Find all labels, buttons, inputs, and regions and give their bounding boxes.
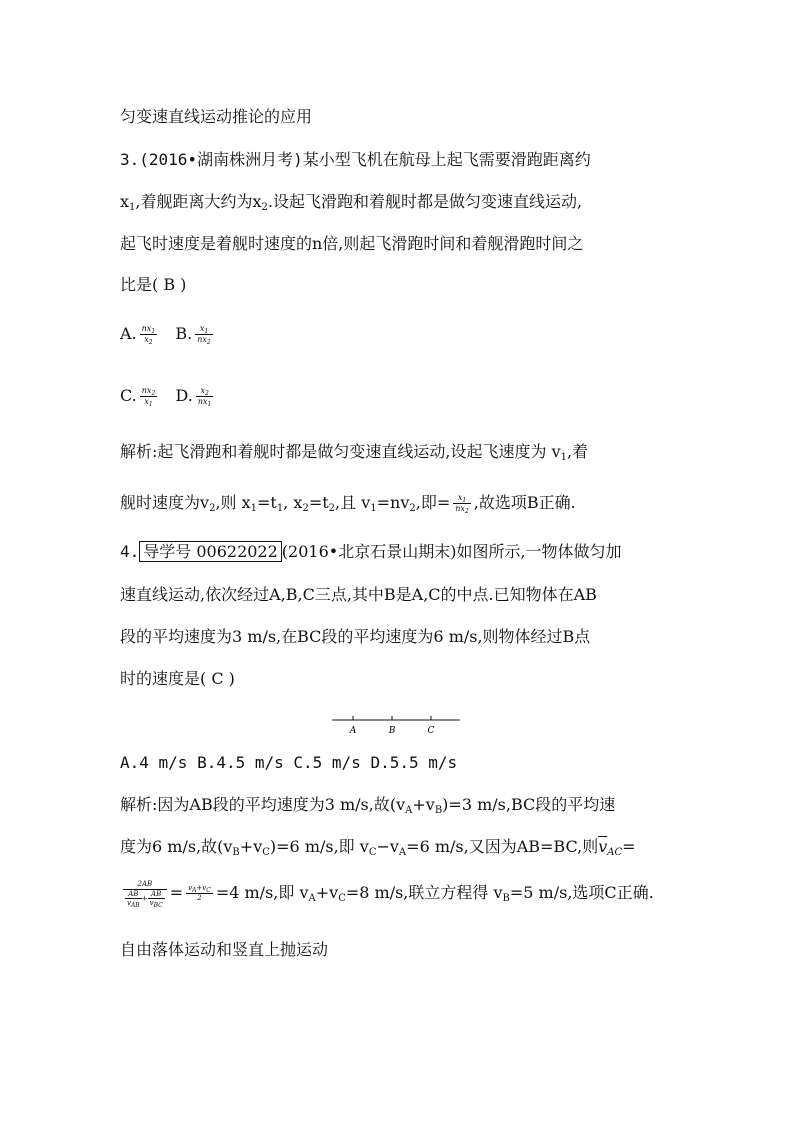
q4-guide-box: 导学号 00622022: [139, 541, 282, 562]
q3-source: (2016•湖南株洲月考): [139, 150, 303, 169]
q4-analysis-fraction-avg: 2AB $\frac{AB}{\overline{v}_{AB}}$ + $\frac{AB}{\overline{v}_{BC}}$: [123, 880, 167, 907]
q4-analysis-text2b: =6 m/s,即 v: [276, 837, 369, 856]
q4-analysis-text3c: =5 m/s,选项C正确.: [509, 883, 654, 902]
q3-option-d-fraction: $\frac{x_2}{nx_1}$: [197, 386, 212, 408]
q3-option-c-fraction: $\frac{nx_2}{x_1}$: [141, 386, 156, 408]
q3-stem-text1: 某小型飞机在航母上起飞需要滑跑距离约: [302, 150, 591, 169]
q3-analysis-text1-end: ,着: [566, 442, 589, 461]
q3-analysis-line2: 舰时速度为$v_2$,则 $x_1=t_1$, $x_2=t_2$,且 $v_1=nv_2$,即= $\frac{x_1}{nx_2}$ ,故选项B正确.: [120, 493, 576, 515]
q4-stem-line1: [120, 542, 622, 562]
q3-options-ab: [120, 324, 216, 345]
q4-source: (2016•北京石景山期末): [281, 542, 457, 561]
q3-stem-text2b: .设起飞滑跑和着舰时都是做匀变速直线运动,: [267, 192, 583, 211]
q3-analysis-text2b: ,则: [215, 493, 237, 512]
q4-options: A.4 m/s B.4.5 m/s C.5 m/s D.5.5 m/s: [120, 753, 458, 772]
q4-analysis-text1a: 解析:因为AB段的平均速度为3 m/s,故(v: [120, 795, 406, 814]
q3-option-a-fraction: $\frac{nx_1}{x_2}$: [141, 324, 156, 346]
q4-analysis-text2c: =6 m/s,又因为AB=BC,则: [406, 837, 599, 856]
q3-analysis-text1: 解析:起飞滑跑和着舰时都是做匀变速直线运动,设起飞速度为: [120, 442, 547, 461]
q4-analysis-line3: 2AB $\frac{AB}{\overline{v}_{AB}}$ + $\frac{AB}{\overline{v}_{BC}}$ = $\frac{v_A+v_C}{2}$ =4 m/s,即 $v_A+v_C=8$ m/s,联立方程得 $v_B=5$ m/s,选项C正确.: [120, 880, 654, 907]
q3-option-d-label: D.: [175, 386, 193, 405]
figure-label-a: A: [349, 726, 357, 736]
q3-analysis-text2e: ,故选项B正确.: [473, 493, 576, 512]
q4-fraction-ab-over-vab: $\frac{AB}{\overline{v}_{AB}}$: [127, 890, 140, 909]
q4-analysis-text3b: =8 m/s,联立方程得 v: [345, 883, 503, 902]
section-title-2: 自由落体运动和竖直上抛运动: [120, 940, 329, 959]
q4-stem-line4: 时的速度是( C ): [120, 669, 235, 688]
q4-stem-text1: 如图所示,一物体做匀加: [456, 542, 622, 561]
q3-option-c-label: C.: [120, 386, 137, 405]
q3-analysis-fraction: $\frac{x_1}{nx_2}$: [455, 493, 469, 515]
q3-option-b-label: B.: [175, 324, 193, 343]
q4-stem-line3: 段的平均速度为3 m/s,在BC段的平均速度为6 m/s,则物体经过B点: [120, 627, 591, 646]
section-title-1: 匀变速直线运动推论的应用: [120, 107, 313, 126]
q3-analysis-text2c: ,且: [335, 493, 357, 512]
q3-stem-line4: 比是( B ): [120, 275, 187, 294]
q4-stem-line2: 速直线运动,依次经过A,B,C三点,其中B是A,C的中点.已知物体在AB: [120, 585, 597, 604]
q4-analysis-text3a: =4 m/s,即 v: [215, 883, 309, 902]
q4-analysis-fraction-mean: $\frac{v_A+v_C}{2}$: [188, 884, 211, 902]
q4-analysis-text2a: 度为6 m/s,故(v: [120, 837, 233, 856]
q3-stem-text2a: ,着舰距离大约为: [135, 192, 253, 211]
q3-analysis-text2d: ,即=: [415, 493, 451, 512]
q3-analysis-text2a: 舰时速度为: [120, 493, 201, 512]
q4-analysis-text1b: =3 m/s,BC段的平均速: [448, 795, 616, 814]
q3-number: 3.: [120, 150, 140, 169]
figure-label-b: B: [388, 726, 396, 736]
q4-analysis-line1: 解析:因为AB段的平均速度为3 m/s,故$(v_A+v_B)=3$ m/s,BC段的平均速: [120, 795, 616, 816]
q3-option-b-fraction: $\frac{x_1}{nx_2}$: [197, 324, 211, 346]
q4-fraction-bc-over-vbc: $\frac{AB}{\overline{v}_{BC}}$: [149, 890, 163, 909]
figure-label-c: C: [427, 726, 435, 736]
q3-analysis-line1: 解析:起飞滑跑和着舰时都是做匀变速直线运动,设起飞速度为 $v_1$,着: [120, 442, 589, 463]
q4-analysis-line2: 度为6 m/s,故$(v_B+v_C)=6$ m/s,即 $v_C-v_A=6$ m/s,又因为AB=BC,则$\overline{v}_{AC}=$: [120, 837, 636, 858]
q3-stem-line1: [120, 150, 591, 170]
q4-number: 4.: [120, 542, 140, 561]
q3-stem-line2: $x_1$,着舰距离大约为$x_2$.设起飞滑跑和着舰时都是做匀变速直线运动,: [120, 192, 583, 213]
q4-figure-line-abc: [330, 712, 462, 738]
q3-options-cd: [120, 386, 216, 407]
q3-stem-line3: 起飞时速度是着舰时速度的n倍,则起飞滑跑时间和着舰滑跑时间之: [120, 234, 584, 253]
q3-option-a-label: A.: [120, 324, 137, 343]
